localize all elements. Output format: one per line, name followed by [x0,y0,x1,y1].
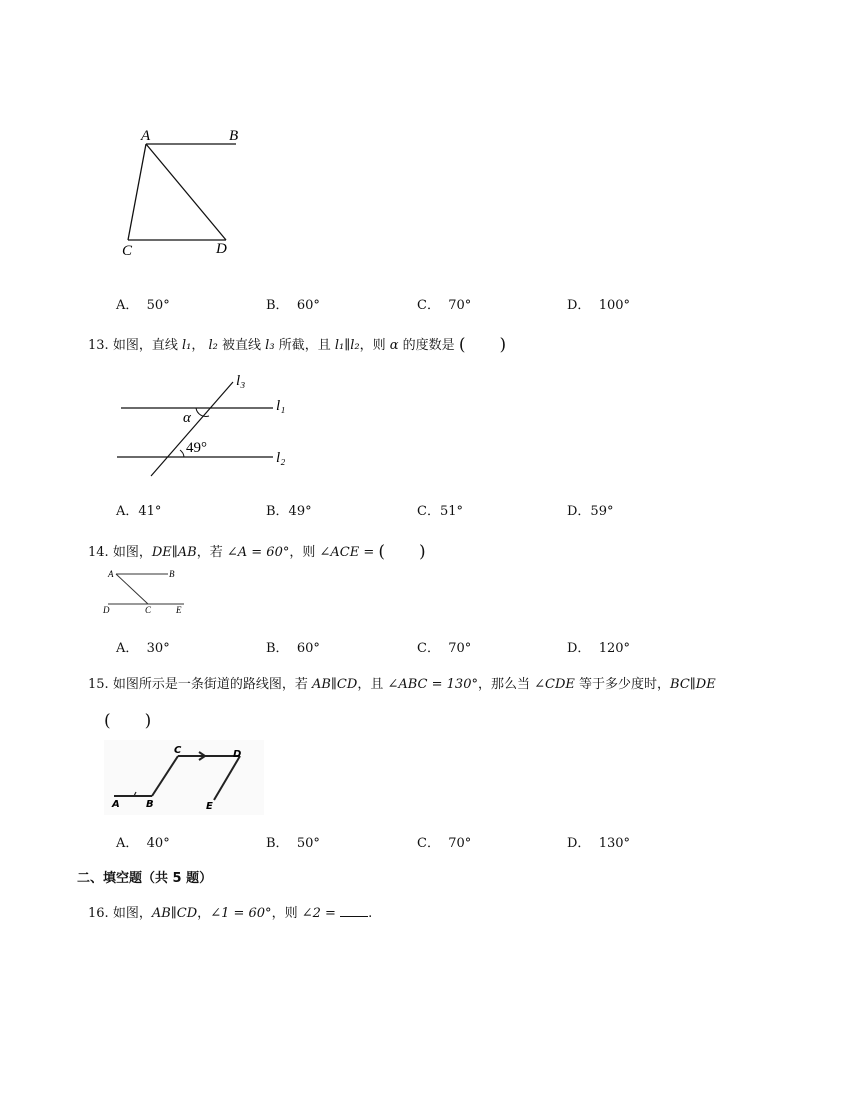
q13-stem: 13. 如图，直线 l₁， l₂ 被直线 l₃ 所截，且 l₁∥l₂，则 α 的度数是 ( ) [88,335,507,355]
label-e: E [206,801,213,812]
q13-option-b[interactable]: B．49° [266,504,312,519]
q12-option-b[interactable]: B． 60° [266,298,320,313]
label-l3: l₃ [236,373,246,389]
q14-option-b[interactable]: B． 60° [266,641,320,656]
q13-figure [110,365,300,480]
label-d: D [216,241,227,257]
label-a: A [108,569,114,579]
q14-stem: 14. 如图，DE∥AB，若 ∠A = 60°，则 ∠ACE = ( ) [88,542,426,562]
q12-option-a[interactable]: A． 50° [116,298,170,313]
label-c: C [145,605,152,615]
q13-answer-paren: ( ) [458,335,507,355]
q15-option-d[interactable]: D． 130° [567,836,631,851]
label-49-degrees: 49° [186,440,207,456]
q12-option-d[interactable]: D． 100° [567,298,631,313]
q16-answer-blank[interactable] [340,904,368,917]
section-title: 二、填空题（共 5 题） [77,871,213,886]
q15-option-b[interactable]: B． 50° [266,836,320,851]
label-b: B [146,799,154,810]
q13-option-d[interactable]: D．59° [567,504,614,519]
q12-figure [110,120,280,270]
q16-number: 16. [88,906,109,921]
label-d: D [103,605,110,615]
label-d: D [233,749,242,760]
q14-option-a[interactable]: A． 30° [116,641,170,656]
q14-answer-paren: ( ) [378,542,426,562]
q14-option-d[interactable]: D． 120° [567,641,631,656]
q12-option-c[interactable]: C． 70° [417,298,472,313]
q15-number: 15. [88,677,109,692]
q15-figure [104,740,264,815]
label-l2: l₂ [276,450,286,466]
label-e: E [176,605,182,615]
label-l1: l₁ [276,398,286,414]
q15-option-a[interactable]: A． 40° [116,836,170,851]
label-c: C [122,243,133,259]
q15-stem: 15. 如图所示是一条街道的路线图，若 AB∥CD，且 ∠ABC = 130°，那么当 ∠CDE 等于多少度时，BC∥DE [88,677,716,692]
q14-number: 14. [88,545,109,560]
q14-option-c[interactable]: C． 70° [417,641,472,656]
label-alpha: α [183,410,191,426]
q13-option-c[interactable]: C．51° [417,504,463,519]
label-a: A [141,128,151,144]
label-c: C [174,745,182,756]
q15-answer-paren: ( ) [104,711,152,731]
label-b: B [169,569,175,579]
q14-figure [100,566,200,621]
q13-option-a[interactable]: A．41° [116,504,162,519]
label-a: A [112,799,120,810]
label-b: B [229,128,239,144]
q13-number: 13. [88,338,109,353]
q16-stem: 16. 如图，AB∥CD，∠1 = 60°，则 ∠2 = . [88,906,373,921]
q15-option-c[interactable]: C． 70° [417,836,472,851]
